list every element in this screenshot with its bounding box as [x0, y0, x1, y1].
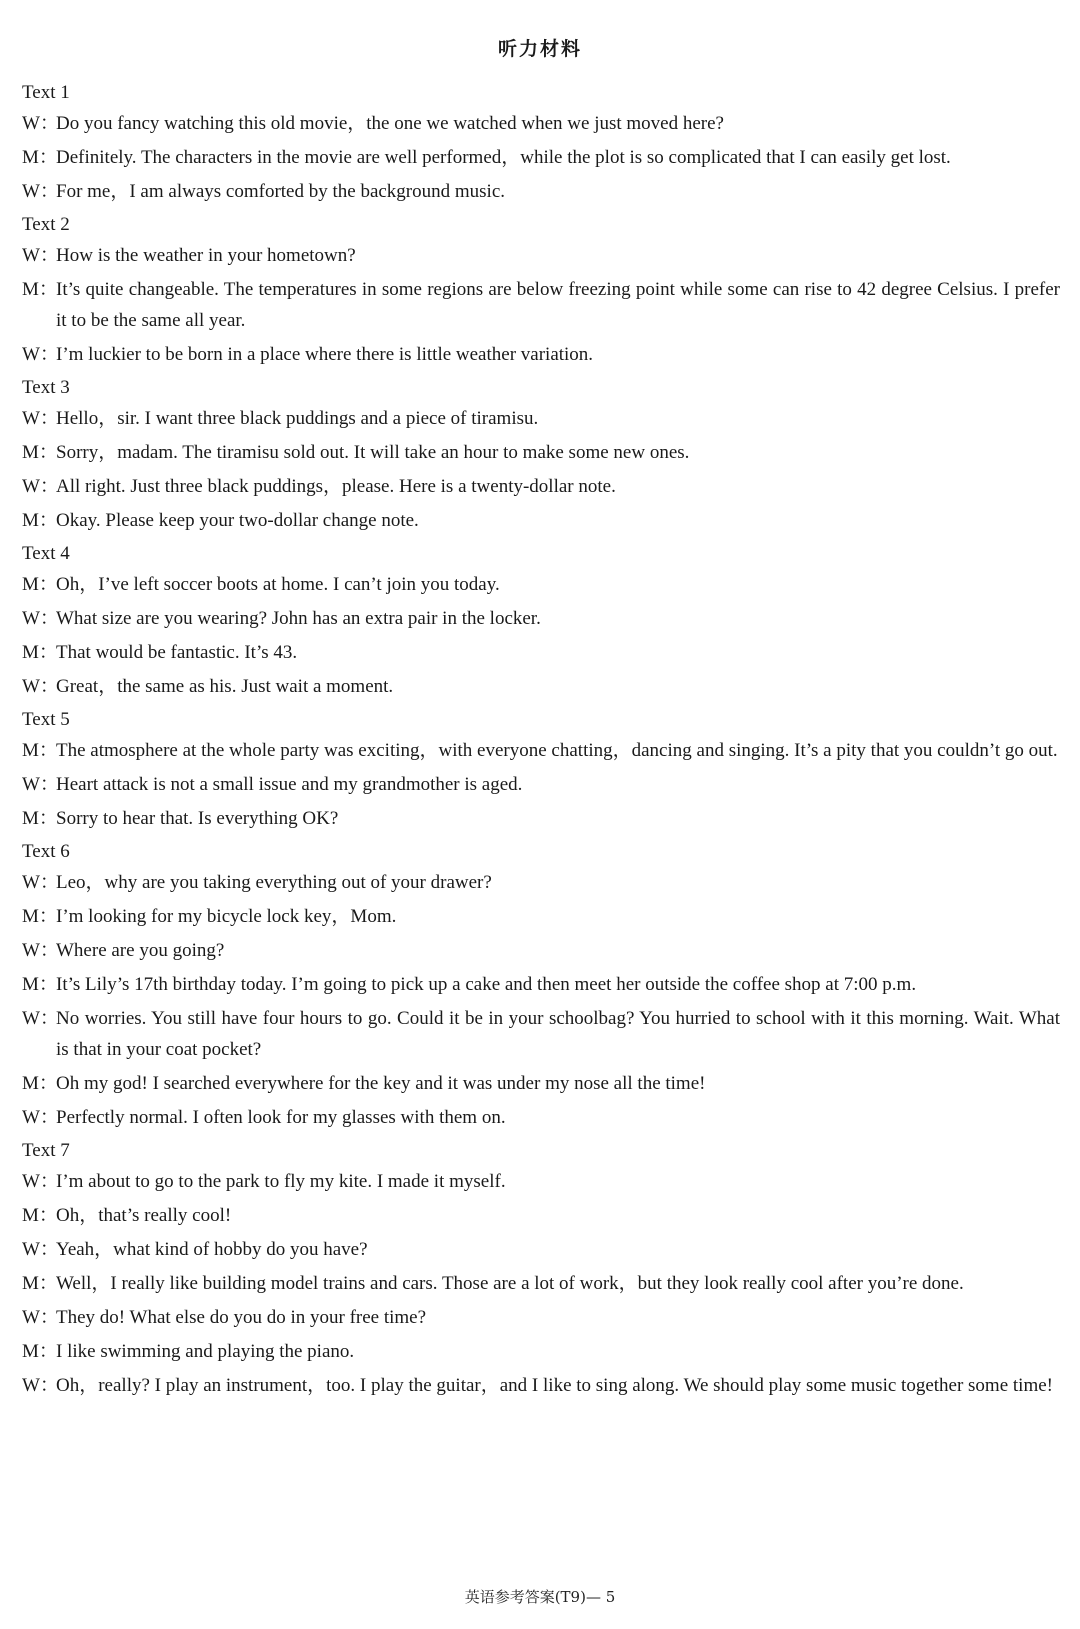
dialogue-line [22, 505, 1060, 536]
dialogue-line [22, 901, 1060, 932]
dialogue-text: Yeah，what kind of hobby do you have? [56, 1239, 368, 1260]
speaker-label: M： [22, 1341, 58, 1362]
speaker-label: W： [22, 676, 59, 697]
text-section-heading: Text 7 [22, 1140, 70, 1161]
text-section-heading: Text 5 [22, 709, 70, 730]
speaker-label: W： [22, 1171, 59, 1192]
dialogue-line [22, 769, 1060, 800]
text-section-heading: Text 1 [22, 82, 70, 103]
speaker-label: W： [22, 476, 59, 497]
dialogue-line [22, 339, 1060, 370]
dialogue-line [22, 637, 1060, 668]
text-section-heading: Text 3 [22, 377, 70, 398]
dialogue-line [22, 1234, 1060, 1265]
speaker-label: W： [22, 1307, 59, 1328]
dialogue-text: Oh，that’s really cool! [56, 1205, 232, 1226]
text-section-heading: Text 6 [22, 841, 70, 862]
dialogue-text: Definitely. The characters in the movie are well performed，while the plot is so complicated that I can easily get lost. [56, 147, 951, 168]
dialogue-line [22, 803, 1060, 834]
dialogue-text: Sorry to hear that. Is everything OK? [56, 808, 339, 829]
dialogue-text: No worries. You still have four hours to go. Could it be in your schoolbag? You hurried to school with it this morning. Wait. What is that in your coat pocket? [56, 1008, 1060, 1060]
speaker-label: W： [22, 608, 59, 629]
dialogue-line [22, 671, 1060, 702]
dialogue-line [22, 240, 1060, 271]
dialogue-text: Perfectly normal. I often look for my glasses with them on. [56, 1107, 506, 1128]
speaker-label: M： [22, 906, 58, 927]
speaker-label: W： [22, 181, 59, 202]
speaker-label: W： [22, 408, 59, 429]
page-title: 听力材料 [497, 38, 582, 60]
dialogue-line [22, 403, 1060, 434]
dialogue-text: I’m about to go to the park to fly my kite. I made it myself. [56, 1171, 506, 1192]
dialogue-text: Oh my god! I searched everywhere for the key and it was under my nose all the time! [56, 1073, 706, 1094]
dialogue-text: Where are you going? [56, 940, 225, 961]
dialogue-line [22, 142, 1060, 173]
dialogue-text: They do! What else do you do in your free time? [56, 1307, 427, 1328]
speaker-label: W： [22, 1375, 59, 1396]
dialogue-text: Well，I really like building model trains and cars. Those are a lot of work，but they look really cool after you’re done. [56, 1273, 964, 1294]
dialogue-text: Leo，why are you taking everything out of your drawer? [56, 872, 492, 893]
speaker-label: W： [22, 1008, 59, 1029]
dialogue-text: Hello，sir. I want three black puddings and a piece of tiramisu. [56, 408, 539, 429]
speaker-label: M： [22, 147, 58, 168]
speaker-label: W： [22, 872, 59, 893]
dialogue-text: I’m looking for my bicycle lock key，Mom. [56, 906, 397, 927]
dialogue-text: Oh，I’ve left soccer boots at home. I can’t join you today. [56, 574, 500, 595]
dialogue-line [22, 1268, 1060, 1299]
dialogue-line [22, 176, 1060, 207]
speaker-label: M： [22, 1073, 58, 1094]
speaker-label: M： [22, 574, 58, 595]
dialogue-line [22, 1003, 1060, 1065]
dialogue-text: What size are you wearing? John has an extra pair in the locker. [56, 608, 541, 629]
dialogue-text: How is the weather in your hometown? [56, 245, 356, 266]
dialogue-text: Do you fancy watching this old movie，the one we watched when we just moved here? [56, 113, 724, 134]
dialogue-line [22, 108, 1060, 139]
speaker-label: M： [22, 510, 58, 531]
dialogue-text: Heart attack is not a small issue and my grandmother is aged. [56, 774, 523, 795]
dialogue-text: All right. Just three black puddings，please. Here is a twenty-dollar note. [56, 476, 616, 497]
speaker-label: M： [22, 642, 58, 663]
dialogue-text: Okay. Please keep your two-dollar change note. [56, 510, 419, 531]
dialogue-line [22, 1166, 1060, 1197]
dialogue-line [22, 1302, 1060, 1333]
speaker-label: W： [22, 774, 59, 795]
speaker-label: W： [22, 245, 59, 266]
speaker-label: W： [22, 1107, 59, 1128]
dialogue-text: Oh，really? I play an instrument，too. I play the guitar，and I like to sing along. We should play some music together some time! [56, 1375, 1053, 1396]
dialogue-text: The atmosphere at the whole party was exciting，with everyone chatting，dancing and singing. It’s a pity that you couldn’t go out. [56, 740, 1058, 761]
dialogue-line [22, 1336, 1060, 1367]
speaker-label: M： [22, 1205, 58, 1226]
text-section-heading: Text 4 [22, 543, 70, 564]
speaker-label: M： [22, 1273, 58, 1294]
text-section-heading: Text 2 [22, 214, 70, 235]
dialogue-text: It’s quite changeable. The temperatures in some regions are below freezing point while some can rise to 42 degree Celsius. I prefer it to be the same all year. [56, 279, 1060, 331]
dialogue-line [22, 437, 1060, 468]
dialogue-line [22, 1200, 1060, 1231]
dialogue-text: Great，the same as his. Just wait a moment. [56, 676, 394, 697]
dialogue-line [22, 569, 1060, 600]
speaker-label: W： [22, 113, 59, 134]
dialogue-text: Sorry，madam. The tiramisu sold out. It will take an hour to make some new ones. [56, 442, 690, 463]
dialogue-line [22, 867, 1060, 898]
dialogue-text: I like swimming and playing the piano. [56, 1341, 355, 1362]
speaker-label: M： [22, 442, 58, 463]
dialogue-text: I’m luckier to be born in a place where there is little weather variation. [56, 344, 594, 365]
speaker-label: M： [22, 974, 58, 995]
dialogue-line [22, 471, 1060, 502]
page-footer: 英语参考答案(T9)— 5 [464, 1588, 616, 1606]
dialogue-line [22, 735, 1060, 766]
transcript-content [22, 78, 1060, 1404]
speaker-label: W： [22, 344, 59, 365]
dialogue-line [22, 935, 1060, 966]
dialogue-line [22, 1102, 1060, 1133]
dialogue-line [22, 969, 1060, 1000]
dialogue-line [22, 1068, 1060, 1099]
dialogue-line [22, 1370, 1060, 1401]
dialogue-text: That would be fantastic. It’s 43. [56, 642, 298, 663]
speaker-label: M： [22, 740, 58, 761]
dialogue-line [22, 274, 1060, 336]
speaker-label: W： [22, 1239, 59, 1260]
dialogue-line [22, 603, 1060, 634]
speaker-label: M： [22, 808, 58, 829]
dialogue-text: For me，I am always comforted by the background music. [56, 181, 506, 202]
dialogue-text: It’s Lily’s 17th birthday today. I’m going to pick up a cake and then meet her outside the coffee shop at 7:00 p.m. [56, 974, 917, 995]
speaker-label: M： [22, 279, 58, 300]
speaker-label: W： [22, 940, 59, 961]
